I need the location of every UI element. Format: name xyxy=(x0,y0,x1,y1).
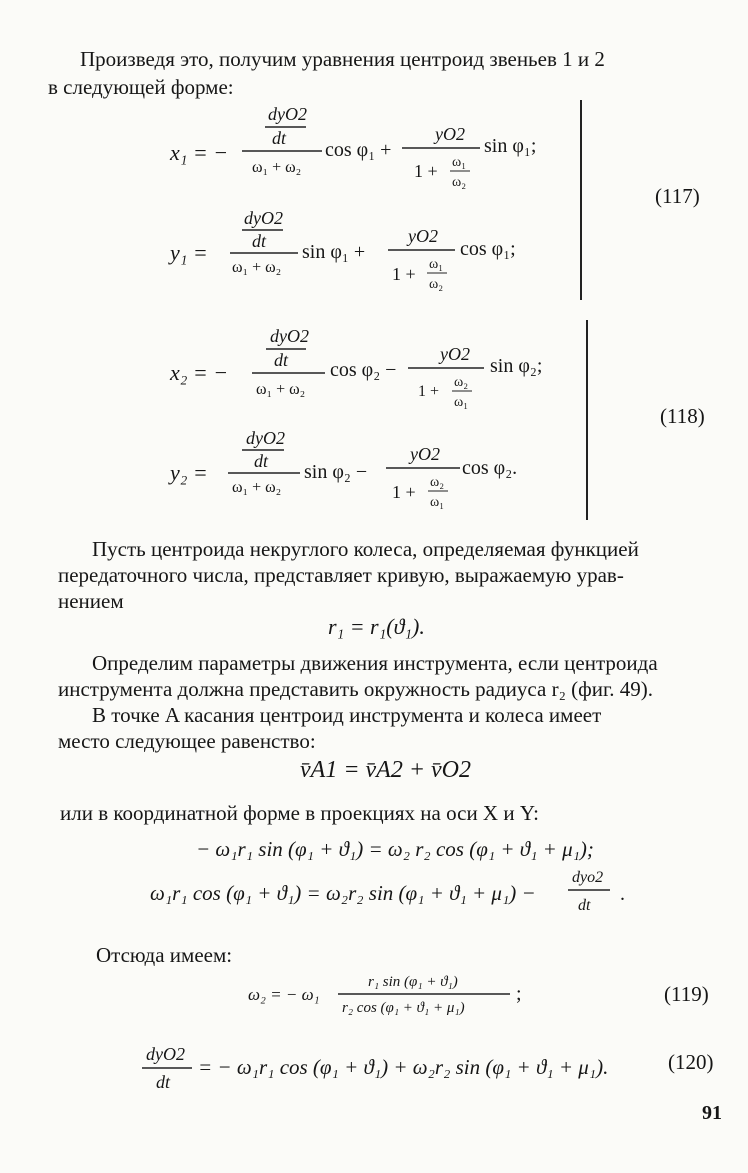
eq-x2-w1: ω₁ xyxy=(454,395,469,410)
page-number: 91 xyxy=(702,1102,722,1124)
eq-velocity: v̄A1 = v̄A2 + v̄O2 xyxy=(300,757,471,783)
eq-y2-sin: sin φ₂ − xyxy=(304,461,368,483)
eq-x2-dt: dt xyxy=(274,350,289,370)
eq-y1-lhs: y₁ = xyxy=(170,240,208,265)
p4-line-1: В точке A касания центроид инструмента и колеса имеет xyxy=(92,703,602,727)
eq-120-number: (120) xyxy=(668,1050,714,1074)
p2-line-1: Пусть центроида некруглого колеса, определяемая функцией xyxy=(92,537,639,561)
eq-proj2-dot: . xyxy=(620,883,625,905)
eq-y2-w1: ω₁ xyxy=(430,495,445,510)
eq-y1-yo2: yO2 xyxy=(408,226,438,246)
eq-y2-dyo2: dyO2 xyxy=(246,428,285,448)
eq-x2-lhs: x₂ = − xyxy=(170,360,229,385)
eq-y1-w2: ω₂ xyxy=(429,277,444,292)
eq-x2-omsum: ω₁ + ω₂ xyxy=(256,381,306,398)
eq-y2-omsum: ω₁ + ω₂ xyxy=(232,479,282,496)
eq-119 xyxy=(248,966,548,1022)
brace-117 xyxy=(572,100,582,300)
eq-y1-oneplus: 1 + xyxy=(392,264,416,284)
p2-line-2: передаточного числа, представляет кривую, выражаемую урав- xyxy=(58,563,624,587)
eq-x2-oneplus: 1 + xyxy=(418,383,440,400)
eq-y1-omsum: ω₁ + ω₂ xyxy=(232,259,282,276)
eq-x1-cos: cos φ₁ + xyxy=(325,139,392,161)
eq-x1-lhs: x₁ = − xyxy=(170,140,229,165)
eq-y1-dt: dt xyxy=(252,231,267,251)
eq-y1-dyo2: dyO2 xyxy=(244,208,283,228)
eq-r1: r₁ = r₁(ϑ₁). xyxy=(328,614,425,639)
eq-x2-sin: sin φ₂; xyxy=(490,355,543,377)
eq-119-number: (119) xyxy=(664,982,709,1006)
eq-proj2-dyo2: dyo2 xyxy=(572,869,604,886)
eq-x1-yo2: yO2 xyxy=(435,124,465,144)
eq-x1-omsum: ω₁ + ω₂ xyxy=(252,159,302,176)
eq-y1-w1: ω₁ xyxy=(429,257,444,272)
p5-line-1: или в координатной форме в проекциях на оси X и Y: xyxy=(60,801,539,825)
eq-x2-w2: ω₂ xyxy=(454,375,469,390)
eq-x1-sin: sin φ₁; xyxy=(484,135,537,157)
p3-line-2: инструмента должна представить окружность радиуса r₂ (фиг. 49). xyxy=(58,677,653,701)
eq-y1-sin: sin φ₁ + xyxy=(302,241,366,263)
eq119-semicolon: ; xyxy=(516,983,522,1005)
intro-line-1: Произведя это, получим уравнения центроид звеньев 1 и 2 xyxy=(80,47,605,71)
brace-118 xyxy=(578,320,588,520)
eq119-lhs: ω₂ = − ω₁ xyxy=(248,985,320,1004)
eq-y2-dt: dt xyxy=(254,451,269,471)
eq-proj2-lhs: ω₁r₁ cos (φ₁ + ϑ₁) = ω₂r₂ sin (φ₁ + ϑ₁ + μ₁) − xyxy=(150,881,536,905)
eq-x2-dyo2: dyO2 xyxy=(270,326,309,346)
equation-system-117 xyxy=(160,100,580,300)
eq120-dt: dt xyxy=(156,1072,171,1092)
eq-proj2-dt: dt xyxy=(578,897,591,914)
eq-y2-oneplus: 1 + xyxy=(392,482,416,502)
eq-y2-lhs: y₂ = xyxy=(170,460,208,485)
eq-120 xyxy=(140,1040,650,1096)
eq-118-number: (118) xyxy=(660,404,705,428)
equation-system-118 xyxy=(160,320,580,520)
eq-x1-w2: ω₂ xyxy=(452,175,467,190)
eq-y2-yo2: yO2 xyxy=(410,444,440,464)
eq-y2-w2: ω₂ xyxy=(430,475,445,490)
eq119-numerator: r₁ sin (φ₁ + ϑ₁) xyxy=(368,974,458,990)
eq-x1-w1: ω₁ xyxy=(452,155,467,170)
eq-y2-cos: cos φ₂. xyxy=(462,457,518,479)
eq120-rhs: = − ω₁r₁ cos (φ₁ + ϑ₁) + ω₂r₂ sin (φ₁ + ϑ₁ + μ₁). xyxy=(198,1055,609,1079)
p4-line-2: место следующее равенство: xyxy=(58,729,316,753)
eq120-dyo2: dyO2 xyxy=(146,1044,185,1064)
intro-line-2: в следующей форме: xyxy=(48,75,234,99)
eq-x2-yo2: yO2 xyxy=(440,344,470,364)
eq-x1-dyo2: dyO2 xyxy=(268,104,307,124)
eq119-denominator: r₂ cos (φ₁ + ϑ₁ + μ₁) xyxy=(342,1000,465,1016)
eq-117-number: (117) xyxy=(655,184,700,208)
eq-projection-2 xyxy=(150,864,650,920)
p2-line-3: нением xyxy=(58,589,124,613)
p6-line-1: Отсюда имеем: xyxy=(96,943,233,967)
eq-x1-oneplus: 1 + xyxy=(414,161,438,181)
eq-x1-dt: dt xyxy=(272,128,287,148)
eq-x2-cos: cos φ₂ − xyxy=(330,359,397,381)
eq-y1-cos: cos φ₁; xyxy=(460,238,516,260)
eq-projection-1: − ω₁r₁ sin (φ₁ + ϑ₁) = ω₂ r₂ cos (φ₁ + ϑ₁ + μ₁); xyxy=(196,837,594,861)
p3-line-1: Определим параметры движения инструмента, если центроида xyxy=(92,651,658,675)
